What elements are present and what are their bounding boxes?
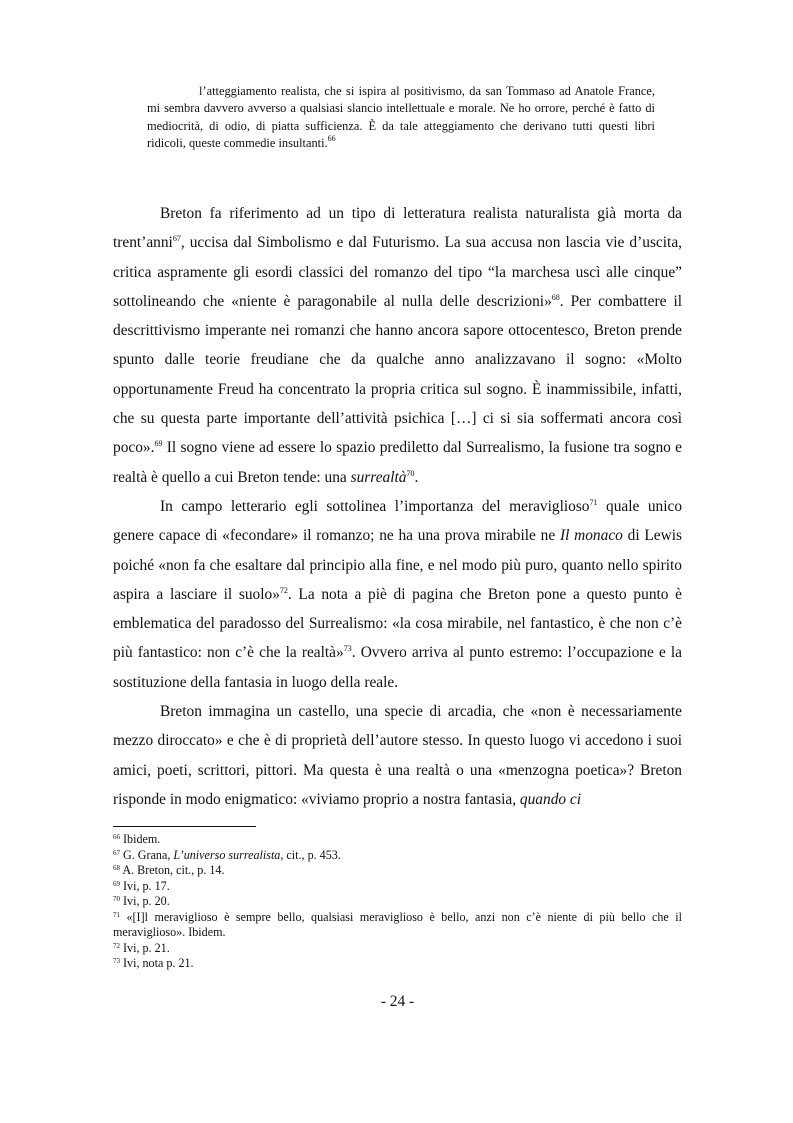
block-quote — [147, 83, 655, 152]
footnote-70 — [113, 894, 682, 910]
footnote-text: Ivi, p. 21. — [120, 940, 170, 955]
footnote-68 — [113, 863, 682, 879]
footnote-text: A. Breton, cit., p. 14. — [120, 863, 225, 877]
italic-term: surrealtà — [350, 468, 407, 486]
footnote-66 — [113, 832, 682, 848]
footnote-number: 73 — [113, 957, 120, 965]
footnote-separator — [113, 826, 256, 827]
footnote-text: Ivi, nota p. 21. — [120, 956, 194, 970]
footnote-number: 68 — [113, 864, 120, 872]
paragraph-2-text: In campo letterario egli sottolinea l’importanza del meraviglioso — [160, 497, 590, 515]
paragraph-2-text: di Lewis poiché «non fa che esaltare dal principio alla fine, e nel modo più puro, quanto nello spirito aspira a lasciare il suolo» — [113, 527, 682, 603]
paragraph-3 — [113, 697, 682, 814]
footnote-text: «[I]l meraviglioso è sempre bello, qualsiasi meraviglioso è bello, anzi non c’è niente di più bello che il meraviglioso». Ibidem. — [113, 909, 682, 939]
paragraph-1-text: Breton fa riferimento ad un tipo di letteratura realista naturalista già morta da trent’anni — [113, 205, 682, 252]
paragraph-1-text: Il sogno viene ad essere lo spazio prediletto dal Surrealismo, la fusione tra sogno e realtà è quello a cui Breton tende: una — [113, 439, 682, 486]
paragraph-2 — [113, 492, 682, 697]
paragraph-3-text: Breton immagina un castello, una specie di arcadia, che «non è necessariamente mezzo diroccato» e che è di proprietà dell’autore stesso. In questo luogo vi accedono i suoi amici, poeti, scrittori, pittori. Ma questa è una realtà o una «menzogna poetica»? Breton risponde in modo enigmatico: «viviamo proprio a nostra fantasia, — [113, 703, 682, 808]
italic-title: Il monaco — [559, 527, 623, 545]
paragraph-2-text: . La nota a piè di pagina che Breton pone a questo punto è emblematica del paradosso del Surrealismo: «la cosa mirabile, nel fantastico, è che non c’è più fantastico: non c’è che la realtà» — [113, 585, 682, 662]
footnote-ref-68: 68 — [551, 292, 560, 302]
footnote-69 — [113, 879, 682, 895]
footnote-number: 72 — [113, 941, 120, 950]
paragraph-2-text: quale unico genere capace di «fecondare» il romanzo; ne ha una prova mirabile ne — [113, 497, 683, 545]
paragraph-2-text: . Ovvero arriva al punto estremo: l’occupazione e la sostituzione della fantasia in luogo della reale. — [113, 644, 683, 691]
footnote-number: 66 — [113, 833, 120, 841]
footnote-book-title: L’universo surrealista — [173, 847, 281, 862]
footnote-73 — [113, 956, 682, 972]
footnote-text: Ivi, p. 20. — [120, 894, 170, 908]
italic-phrase: quando ci — [519, 790, 582, 808]
footnote-number: 69 — [113, 879, 120, 888]
page-number: - 24 - — [380, 993, 415, 1010]
paragraph-1-text: , uccisa dal Simbolismo e dal Futurismo. La sua accusa non lascia vie d’uscita, critica aspramente gli esordi classici del romanzo del tipo “la marchesa uscì alle cinque” sottolineando che «niente è paragonabile al nulla delle descrizioni» — [113, 234, 682, 310]
paragraph-1 — [113, 199, 682, 492]
footnote-number: 67 — [113, 848, 120, 857]
footnote-71 — [113, 910, 682, 941]
footnote-ref-66: 66 — [327, 133, 336, 143]
paragraph-1-text: . Per combattere il descrittivismo imperante nei romanzi che hanno ancora sapore ottocentesco, Breton prende spunto dalle teorie freudiane che da qualche anno analizzavano il sogno: «Molto opportunamente Freud ha concentrato la propria critica sul sogno. È inammissibile, infatti, che su questa parte importante dell’attività psichica […] ci si sia soffermati ancora così poco». — [113, 292, 682, 457]
footnote-ref-72: 72 — [279, 585, 288, 595]
body-text — [113, 199, 682, 814]
footnote-text: Ivi, p. 17. — [120, 878, 170, 893]
footnote-67 — [113, 848, 682, 864]
footnote-number: 71 — [113, 910, 120, 919]
footnote-ref-73: 73 — [343, 644, 352, 654]
footnote-number: 70 — [113, 895, 120, 903]
footnote-ref-70: 70 — [406, 468, 415, 478]
footnote-ref-69: 69 — [154, 439, 163, 449]
footnote-ref-67: 67 — [172, 234, 181, 244]
footnote-72 — [113, 941, 682, 957]
footnote-text: G. Grana, — [120, 847, 174, 862]
footnote-text: , cit., p. 453. — [280, 847, 341, 862]
quote-text: l’atteggiamento realista, che si ispira al positivismo, da san Tommaso ad Anatole France, mi sembra davvero avverso a qualsiasi slancio intellettuale e morale. Ne ho orrore, perché è fatto di mediocrità, di odio, di piatta sufficienza. È da tale atteggiamento che derivano tutti questi libri ridicoli, queste commedie insultanti. — [147, 84, 655, 150]
footnote-ref-71: 71 — [589, 497, 598, 507]
footnote-text: Ibidem. — [120, 832, 161, 846]
paragraph-1-text: . — [414, 468, 419, 486]
footnotes — [113, 832, 682, 972]
